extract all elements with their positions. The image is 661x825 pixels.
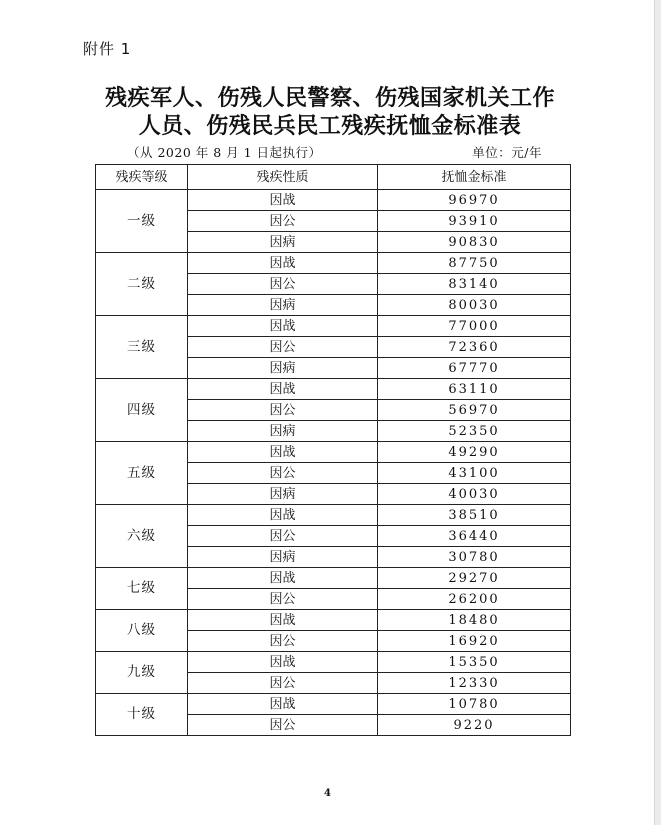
disability-nature-cell: 因公 xyxy=(188,673,378,694)
disability-nature-cell: 因公 xyxy=(188,337,378,358)
disability-nature-cell: 因公 xyxy=(188,211,378,232)
pension-amount-cell: 63110 xyxy=(378,379,571,400)
table-row xyxy=(96,652,571,673)
table-row xyxy=(96,442,571,463)
disability-nature-cell: 因病 xyxy=(188,421,378,442)
disability-nature-cell: 因公 xyxy=(188,400,378,421)
pension-amount-cell: 72360 xyxy=(378,337,571,358)
header-disability-level: 残疾等级 xyxy=(96,165,188,190)
disability-nature-cell: 因公 xyxy=(188,274,378,295)
disability-nature-cell: 因病 xyxy=(188,232,378,253)
pension-amount-cell: 16920 xyxy=(378,631,571,652)
table-row xyxy=(96,379,571,400)
pension-amount-cell: 87750 xyxy=(378,253,571,274)
pension-amount-cell: 52350 xyxy=(378,421,571,442)
disability-nature-cell: 因病 xyxy=(188,295,378,316)
pension-standard-table xyxy=(95,164,571,736)
disability-nature-cell: 因战 xyxy=(188,442,378,463)
pension-amount-cell: 93910 xyxy=(378,211,571,232)
table-meta xyxy=(95,143,570,162)
pension-amount-cell: 80030 xyxy=(378,295,571,316)
disability-nature-cell: 因战 xyxy=(188,190,378,211)
table-row xyxy=(96,190,571,211)
pension-amount-cell: 18480 xyxy=(378,610,571,631)
disability-nature-cell: 因战 xyxy=(188,379,378,400)
pension-amount-cell: 26200 xyxy=(378,589,571,610)
disability-nature-cell: 因公 xyxy=(188,715,378,736)
disability-level-cell: 二级 xyxy=(96,253,188,316)
pension-amount-cell: 36440 xyxy=(378,526,571,547)
pension-amount-cell: 12330 xyxy=(378,673,571,694)
disability-nature-cell: 因战 xyxy=(188,610,378,631)
pension-amount-cell: 29270 xyxy=(378,568,571,589)
disability-nature-cell: 因病 xyxy=(188,547,378,568)
disability-nature-cell: 因公 xyxy=(188,631,378,652)
disability-level-cell: 三级 xyxy=(96,316,188,379)
pension-amount-cell: 56970 xyxy=(378,400,571,421)
disability-nature-cell: 因战 xyxy=(188,694,378,715)
pension-amount-cell: 77000 xyxy=(378,316,571,337)
disability-level-cell: 七级 xyxy=(96,568,188,610)
disability-nature-cell: 因公 xyxy=(188,589,378,610)
table-header-row xyxy=(96,165,571,190)
disability-level-cell: 六级 xyxy=(96,505,188,568)
attachment-label: 附件 1 xyxy=(83,40,132,58)
pension-amount-cell: 96970 xyxy=(378,190,571,211)
title-line-2: 人员、伤残民兵民工残疾抚恤金标准表 xyxy=(138,113,522,139)
table-row xyxy=(96,316,571,337)
pension-amount-cell: 15350 xyxy=(378,652,571,673)
header-pension-amount: 抚恤金标准 xyxy=(378,165,571,190)
pension-amount-cell: 90830 xyxy=(378,232,571,253)
disability-level-cell: 一级 xyxy=(96,190,188,253)
header-disability-nature: 残疾性质 xyxy=(188,165,378,190)
disability-nature-cell: 因战 xyxy=(188,505,378,526)
page-number: 4 xyxy=(324,788,331,799)
pension-amount-cell: 38510 xyxy=(378,505,571,526)
disability-level-cell: 八级 xyxy=(96,610,188,652)
table-row xyxy=(96,694,571,715)
disability-nature-cell: 因公 xyxy=(188,526,378,547)
table-row xyxy=(96,505,571,526)
pension-amount-cell: 83140 xyxy=(378,274,571,295)
pension-amount-cell: 43100 xyxy=(378,463,571,484)
pension-amount-cell: 9220 xyxy=(378,715,571,736)
disability-level-cell: 五级 xyxy=(96,442,188,505)
pension-amount-cell: 40030 xyxy=(378,484,571,505)
disability-nature-cell: 因病 xyxy=(188,358,378,379)
pension-amount-cell: 49290 xyxy=(378,442,571,463)
disability-nature-cell: 因战 xyxy=(188,652,378,673)
table-row xyxy=(96,253,571,274)
disability-nature-cell: 因病 xyxy=(188,484,378,505)
disability-nature-cell: 因战 xyxy=(188,316,378,337)
table-row xyxy=(96,568,571,589)
pension-amount-cell: 67770 xyxy=(378,358,571,379)
table-row xyxy=(96,610,571,631)
title-line-1: 残疾军人、伤残人民警察、伤残国家机关工作 xyxy=(104,85,555,111)
disability-nature-cell: 因公 xyxy=(188,463,378,484)
pension-amount-cell: 30780 xyxy=(378,547,571,568)
disability-nature-cell: 因战 xyxy=(188,568,378,589)
unit-label: 单位：元/年 xyxy=(472,145,542,160)
pension-amount-cell: 10780 xyxy=(378,694,571,715)
disability-level-cell: 九级 xyxy=(96,652,188,694)
table-body xyxy=(96,190,571,736)
effective-date: （从 2020 年 8 月 1 日起执行） xyxy=(127,145,322,160)
disability-level-cell: 四级 xyxy=(96,379,188,442)
disability-nature-cell: 因战 xyxy=(188,253,378,274)
disability-level-cell: 十级 xyxy=(96,694,188,736)
